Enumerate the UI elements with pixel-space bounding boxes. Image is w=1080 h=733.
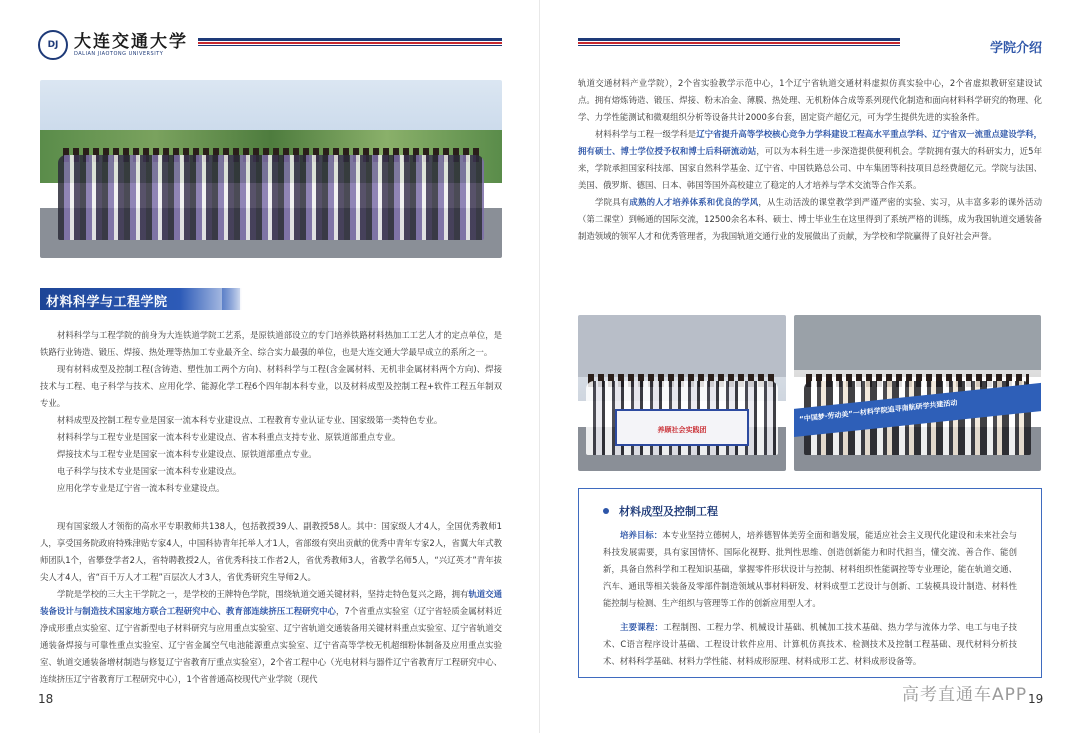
intro-paragraphs — [40, 327, 502, 497]
group-photo-students — [40, 80, 502, 258]
header-stripe-left — [198, 38, 502, 46]
university-name-cn: 大连交通大学 — [74, 32, 188, 52]
section-title-bar — [40, 288, 240, 310]
paragraph: 轨道交通材料产业学院），2个省实验教学示范中心，1个辽宁省轨道交通材料虚拟仿真实验中心，2个省虚拟教研室建设试点。拥有熔炼铸造、锻压、焊接、粉末冶金、薄膜、热处理、无机粉体合成等系列现代化制造和面向材料科学研究的物理、化学、力学性能测试和微观组织分析等设备共计2000多台套，固定资产超亿元，可为学生提供先进的实验条件。 — [578, 78, 1042, 122]
paragraph: 学院是学校的三大主干学院之一，是学校的王牌特色学院，围绕轨道交通关键材料，坚持走特色复兴之路，拥有轨道交通装备设计与制造技术国家地方联合工程研究中心、教育部连续挤压工程研究中心，7个省重点实验室（辽宁省轻质金属材料近净成形重点实验室、辽宁省新型电子材料研究与应用重点实验室、辽宁省轨道交通装备用关键材料重点实验室、辽宁省轨道交通装备焊接与可靠性重点实验室、辽宁省金属空气电池能源重点实验室、辽宁省高等学校无机超细粉体制备及应用重点实验室、轨道交通装备增材制造与修复辽宁省教育厅重点实验室），2个省工程中心（光电材料与器件辽宁省教育厅工程研究中心、连续挤压辽宁省教育厅工程研究中心），1个省普通高校现代产业学院（现代 — [40, 589, 503, 684]
header-title: 学院介绍 — [989, 41, 1042, 56]
social-practice-team-photo — [578, 315, 786, 471]
university-name-en: DALIAN JIAOTONG UNIVERSITY — [74, 51, 164, 57]
courses-label: 主要课程： — [620, 622, 664, 632]
section-title: 材料科学与工程学院 — [46, 295, 168, 310]
paragraph: 应用化学专业是辽宁省一流本科专业建设点。 — [57, 483, 225, 493]
bullet-dot-icon — [603, 508, 609, 514]
faculty-paragraphs — [40, 518, 502, 688]
training-goal: 培养目标：本专业坚持立德树人，培养德智体美劳全面和谐发展，能适应社会主义现代化建设和未来社会与科技发展需要，具有家国情怀、国际化视野、批判性思维、创造创新能力和时代担当，懂交流、善合作、能创新，具备自然科学和工程知识基础，掌握零件形状设计与控制、材料组织性能调控等专业理论，能在轨道交通、汽车、通讯等相关装备及零部件制造领域从事材料研发、材料成型工艺设计与创新、工装模具设计制造、材料性能控制与检测、生产组织与管理等工作的创新应用型人才。 — [603, 530, 1018, 608]
highlight-text: 成熟的人才培养体系和优良的学风 — [629, 197, 759, 207]
paragraph: 现有材料成型及控制工程(含铸造、塑性加工两个方向)、材料科学与工程(含金属材料、无机非金属材料两个方向)、焊接技术与工程、电子科学与技术、应用化学、能源化学工程6个四年制本科专业，以及材料成型及控制工程+软件工程五年制双专业。 — [40, 364, 502, 408]
university-seal-icon: DJ — [38, 30, 68, 60]
highlight-text: 轨道交通装备设计与制造技术国家地方联合工程研究中心、教育部连续挤压工程研究中心 — [40, 589, 503, 616]
paragraph: 材料科学与工程学院的前身为大连铁道学院工艺系，是原铁道部设立的专门培养铁路材料热加工工艺人才的定点单位，是铁路行业铸造、锻压、焊接、热处理等热加工专业最齐全、综合实力最强的单位，也是大连交通大学最早成立的系所之一。 — [40, 330, 502, 357]
banner-text: “中国梦·劳动美”一材料学院追寻南航研学共建活动 — [798, 398, 958, 424]
app-watermark: 高考直通车APP — [902, 685, 1028, 705]
paragraph: 材料科学与工程一级学科是辽宁省提升高等学校核心竞争力学科建设工程高水平重点学科、辽宁省双一流重点建设学科，拥有硕士、博士学位授予权和博士后科研流动站，可以为本科生进一步深造提供便利机会。学院拥有强大的科研实力，近5年来，学院承担国家科技部、国家自然科学基金、辽宁省、中国铁路总公司、中车集团等科技项目总经费超亿元。学院与法国、美国、俄罗斯、德国、日本、韩国等国外高校建立了稳定的人才培养与学术交流等合作关系。 — [578, 129, 1043, 190]
banner-text: 养顾社会实践团 — [657, 424, 707, 434]
highlight-text: 辽宁省提升高等学校核心竞争力学科建设工程高水平重点学科、辽宁省双一流重点建设学科，拥有硕士、博士学位授予权和博士后科研流动站 — [578, 129, 1043, 156]
paragraph: 电子科学与技术专业是国家一流本科专业建设点。 — [57, 466, 242, 476]
university-logo — [38, 30, 188, 60]
paragraph: 现有国家级人才领衔的高水平专职教师共138人，包括教授39人、副教授58人。其中：国家级人才4人，全国优秀教师1人，享受国务院政府特殊津贴专家4人，中国科协青年托举人才1人，省部级有突出贡献的优秀中青年专家2人，省翼大年式教师团队1个，省攀登学者2人，省特聘教授2人，省优秀科技工作者2人，省优秀教师3人，省教学名师5人，“兴辽英才”青年拔尖人才4人，省“百千万人才工程”百层次人才3人，省优秀研究生导师2人。 — [40, 521, 502, 582]
goal-label: 培养目标： — [620, 530, 663, 540]
page-number: 19 — [1028, 692, 1044, 706]
info-box-title: 材料成型及控制工程 — [619, 505, 718, 518]
paragraph: 学院具有成熟的人才培养体系和优良的学风，从生动活泼的课堂教学到严谨严密的实验、实习，从丰富多彩的课外活动（第二课堂）到畅通的国际交流，12500余名本科、硕士、博士毕业生在这里得到了系统严格的训练，成为我国轨道交通装备制造领域的领军人才和优秀管理者，为我国轨道交通行业的发展做出了贡献，为学校和学院赢得了良好社会声誉。 — [578, 197, 1043, 241]
page-number: 18 — [38, 692, 54, 706]
paragraph: 材料成型及控制工程专业是国家一流本科专业建设点、工程教育专业认证专业、国家级第一类特色专业。 — [57, 415, 443, 425]
paragraph: 材料科学与工程专业是国家一流本科专业建设点、省本科重点支持专业、原铁道部重点专业。 — [57, 432, 401, 442]
major-info-box — [578, 488, 1042, 678]
main-courses: 主要课程：工程制图、工程力学、机械设计基础、机械加工技术基础、热力学与流体力学、电工与电子技术、C语言程序设计基础、工程设计软件应用、计算机仿真技术、检测技术及控制工程基础、现代材料分析技术、材料科学基础、材料力学性能、材料成形原理、材料成形工艺、材料成形设备等。 — [603, 622, 1018, 666]
study-activity-photo — [794, 315, 1041, 471]
right-paragraphs — [578, 75, 1042, 245]
header-stripe-right — [578, 38, 900, 46]
paragraph: 焊接技术与工程专业是国家一流本科专业建设点、原铁道部重点专业。 — [57, 449, 317, 459]
